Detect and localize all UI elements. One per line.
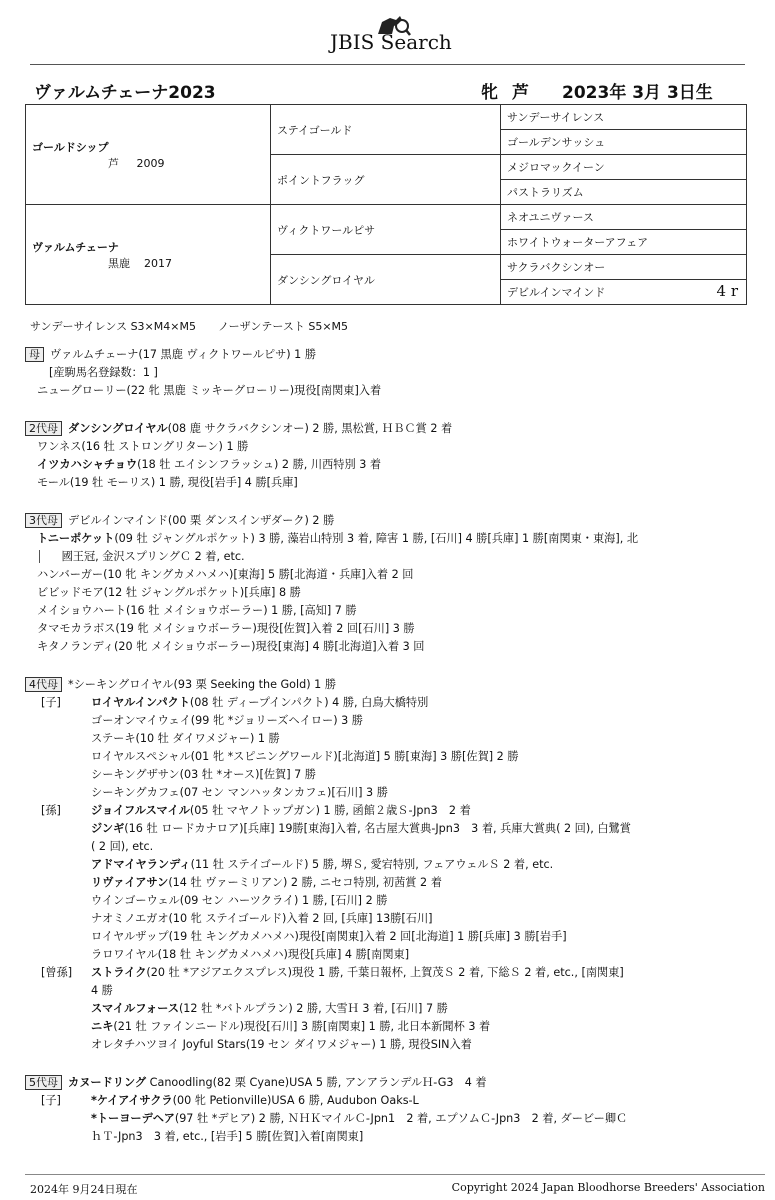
list-item: [25, 802, 765, 820]
offspring-text: ウインゴーウェル(09 セン ハーツクライ) 1 勝, [石川] 2 勝: [91, 894, 388, 907]
section-tag: 4代母: [25, 677, 62, 692]
list-item: [25, 820, 765, 838]
offspring-text: シーキングカフェ(07 セン マンハッタンカフェ)[石川] 3 勝: [91, 786, 388, 799]
list-item: [25, 530, 765, 548]
g2-name: ダンシングロイヤル: [68, 422, 168, 435]
dam-line: ニューグローリー(22 牝 黒鹿 ミッキーグローリー)現役[南関東]入着: [37, 384, 382, 397]
list-item: メイショウハート(16 牡 メイショウボーラー) 1 勝, [高知] 7 勝: [37, 604, 357, 617]
g2-record: (08 鹿 サクラバクシンオー) 2 勝, 黒松賞, ＨＢＣ賞 2 着: [167, 422, 453, 435]
offspring-text: (09 牡 ジャングルポケット) 3 勝, 藻岩山特別 3 着, 障害 1 勝, [石川] 4 勝[兵庫] 1 勝[南関東・東海], 北: [114, 532, 639, 545]
g4-head: [25, 676, 765, 694]
list-item: [25, 838, 765, 856]
list-item: [25, 438, 765, 456]
pedigree-g2-cell[interactable]: ダンシングロイヤル: [271, 255, 501, 305]
sire-color: 芦: [108, 156, 119, 170]
generation-label: [孫]: [41, 804, 61, 817]
sire-info: [32, 155, 264, 171]
horse-name: ヴァルムチェーナ2023: [34, 83, 216, 103]
list-item: [25, 694, 765, 712]
offspring-text: ステーキ(10 牡 ダイワメジャー) 1 勝: [91, 732, 280, 745]
dam-color: 黒鹿: [108, 256, 130, 270]
pedigree-g2-cell[interactable]: ステイゴールド: [271, 105, 501, 155]
pedigree-dam[interactable]: [26, 205, 271, 305]
inbreeding-info: サンデーサイレンス S3×M4×M5 ノーザンテースト S5×M5: [30, 320, 349, 333]
header-divider: [30, 64, 745, 65]
pedigree-g3-cell[interactable]: ホワイトウォーターアフェア: [501, 230, 747, 255]
list-item: [25, 766, 765, 784]
offspring-name: ストライク: [91, 966, 147, 979]
offspring-name: スマイルフォース: [91, 1002, 179, 1015]
list-item: [25, 456, 765, 474]
g3-head: [25, 512, 765, 530]
pedigree-g3-cell[interactable]: サンデーサイレンス: [501, 105, 747, 130]
offspring-text: (21 牡 ファインニードル)現役[石川] 3 勝[南関東] 1 勝, 北日本新聞杯 3 着: [113, 1020, 491, 1033]
generation-label: [曾孫]: [41, 966, 73, 979]
list-item: ビビッドモア(12 牡 ジャングルポケット)[兵庫] 8 勝: [37, 586, 301, 599]
offspring-name: ロイヤルインパクト: [91, 696, 190, 709]
offspring-text: シーキングザサン(03 牡 *オース)[佐賀] 7 勝: [91, 768, 316, 781]
g5-list: [25, 1092, 765, 1146]
list-item: [25, 474, 765, 492]
horse-birthdate: 2023年 3月 3日生: [562, 83, 713, 103]
family-section: [25, 346, 765, 1146]
offspring-text: ロイヤルスペシャル(01 牝 *スピニングワールド)[北海道] 5 勝[東海] 3 勝[佐賀] 2 勝: [91, 750, 519, 763]
generation-label: [子]: [41, 1094, 61, 1107]
offspring-text: (97 牡 *デヒア) 2 勝, ＮＨＫマイルＣ-Jpn1 2 着, エプソムＣ-Jpn3 2 着, ダービー卿Ｃ: [174, 1112, 628, 1125]
pedigree-g3-cell[interactable]: パストラリズム: [501, 180, 747, 205]
list-item: [25, 892, 765, 910]
g2-head: [25, 420, 765, 438]
list-item: [25, 1000, 765, 1018]
dam-name: ヴァルムチェーナ: [32, 240, 119, 254]
offspring-name: *ケイアイサクラ: [91, 1094, 173, 1107]
list-item: [25, 548, 765, 566]
offspring-name: イツカハシャチョウ: [37, 458, 138, 471]
g4-list: [25, 694, 765, 1054]
pedigree-g3-cell[interactable]: [501, 280, 747, 305]
offspring-text: (00 牝 Petionville)USA 6 勝, Audubon Oaks-L: [172, 1094, 419, 1107]
list-item: [25, 964, 765, 982]
offspring-text: (12 牡 *バトルプラン) 2 勝, 大雪Ｈ 3 着, [石川] 7 勝: [178, 1002, 448, 1015]
offspring-text: ワンネス(16 牡 ストロングリターン) 1 勝: [37, 440, 249, 453]
list-item: [25, 712, 765, 730]
list-item: [25, 1018, 765, 1036]
footer-copyright: Copyright 2024 Japan Bloodhorse Breeders' Association: [451, 1181, 765, 1194]
offspring-text: オレタチハツヨイ Joyful Stars(19 セン ダイワメジャー) 1 勝, 現役SIN入着: [91, 1038, 472, 1051]
list-item: [25, 910, 765, 928]
logo-text: JBIS Search: [330, 30, 452, 54]
dam-head: [25, 346, 765, 364]
footer-divider: [25, 1174, 765, 1175]
list-item: [25, 946, 765, 964]
offspring-text: (16 牡 ロードカナロア)[兵庫] 19勝[東海]入着, 名古屋大賞典-Jpn3 3 着, 兵庫大賞典( 2 回), 白鷺賞: [124, 822, 631, 835]
section-tag: 5代母: [25, 1075, 62, 1090]
offspring-text: (11 牡 ステイゴールド) 5 勝, 堺Ｓ, 愛宕特別, フェアウェルＳ 2 着, etc.: [190, 858, 554, 871]
g4-record: *シーキングロイヤル(93 栗 Seeking the Gold) 1 勝: [68, 678, 337, 691]
offspring-name: アドマイヤランディ: [91, 858, 191, 871]
offspring-text: (05 牡 マヤノトップガン) 1 勝, 函館２歳Ｓ-Jpn3 2 着: [189, 804, 471, 817]
pedigree-g2-cell[interactable]: ポイントフラッグ: [271, 155, 501, 205]
offspring-name: ジョイフルスマイル: [91, 804, 190, 817]
list-item: ハンバーガー(10 牝 キングカメハメハ)[東海] 5 勝[北海道・兵庫]入着 2 回: [37, 568, 414, 581]
family-number: 4 r: [716, 282, 738, 300]
pedigree-table: [25, 104, 747, 305]
list-item: [25, 784, 765, 802]
sire-name: ゴールドシップ: [32, 140, 109, 154]
continuation-bar: [39, 550, 44, 563]
offspring-name: リヴァイアサン: [91, 876, 169, 889]
offspring-text: ロイヤルザップ(19 牡 キングカメハメハ)現役[南関東]入着 2 回[北海道] 1 勝[兵庫] 3 勝[岩手]: [91, 930, 567, 943]
offspring-name: *トーヨーデヘア: [91, 1112, 175, 1125]
offspring-text: (08 牡 ディープインパクト) 4 勝, 白鳥大橋特別: [189, 696, 429, 709]
horse-title-row: [34, 78, 754, 103]
offspring-text: ゴーオンマイウェイ(99 牝 *ジョリーズヘイロー) 3 勝: [91, 714, 363, 727]
pedigree-g3-cell[interactable]: ネオユニヴァース: [501, 205, 747, 230]
section-tag: 母: [25, 347, 44, 362]
list-item: [25, 928, 765, 946]
pedigree-sire[interactable]: [26, 105, 271, 205]
dam-line: [産駒馬名登録数：1 ]: [49, 366, 158, 379]
list-item: タマモカラボス(19 牝 メイショウボーラー)現役[佐賀]入着 2 回[石川] 3 勝: [37, 622, 415, 635]
list-item: [25, 748, 765, 766]
offspring-text: 國王冠, 金沢スプリングＣ 2 着, etc.: [61, 550, 245, 563]
offspring-text: ナオミノエガオ(10 牝 ステイゴールド)入着 2 回, [兵庫] 13勝[石川]: [91, 912, 433, 925]
horse-color: 芦: [512, 83, 529, 103]
horse-sex: 牝: [481, 83, 498, 103]
list-item: [25, 1036, 765, 1054]
g5-head: [25, 1074, 765, 1092]
offspring-text: モール(19 牡 モーリス) 1 勝, 現役[岩手] 4 勝[兵庫]: [37, 476, 298, 489]
list-item: [25, 1128, 765, 1146]
offspring-text: ラロワイヤル(18 牡 キングカメハメハ)現役[兵庫] 4 勝[南関東]: [91, 948, 410, 961]
offspring-text: 4 勝: [91, 984, 113, 997]
section-tag: 3代母: [25, 513, 62, 528]
list-item: [25, 1092, 765, 1110]
offspring-text: (20 牡 *アジアエクスプレス)現役 1 勝, 千葉日報杯, 上賀茂Ｓ 2 着, 下総Ｓ 2 着, etc., [南関東]: [146, 966, 624, 979]
pedigree-g2-cell[interactable]: ヴィクトワールピサ: [271, 205, 501, 255]
g5-name: カヌードリング: [68, 1076, 147, 1089]
offspring-text: ( 2 回), etc.: [91, 840, 154, 853]
pedigree-g3-cell[interactable]: ゴールデンサッシュ: [501, 130, 747, 155]
offspring-name: トニーポケット: [37, 532, 115, 545]
list-item: [25, 856, 765, 874]
g5-record: Canoodling(82 栗 Cyane)USA 5 勝, アンアランデルＨ-G3 4 着: [146, 1076, 487, 1089]
g3-record: デビルインマインド(00 栗 ダンスインザダーク) 2 勝: [68, 514, 335, 527]
dam-year: 2017: [144, 256, 172, 270]
offspring-name: ニキ: [91, 1020, 114, 1033]
pedigree-g3-name: デビルインマインド: [507, 286, 606, 299]
sire-year: 2009: [136, 156, 165, 170]
pedigree-g3-cell[interactable]: サクラバクシンオー: [501, 255, 747, 280]
generation-label: [子]: [41, 696, 61, 709]
offspring-text: (14 牡 ヴァーミリアン) 2 勝, ニセコ特別, 初茜賞 2 着: [168, 876, 442, 889]
list-item: [25, 982, 765, 1000]
list-item: [25, 730, 765, 748]
jbis-logo[interactable]: [330, 14, 460, 54]
offspring-text: (18 牡 エイシンフラッシュ) 2 勝, 川西特別 3 着: [137, 458, 382, 471]
pedigree-g3-cell[interactable]: メジロマックイーン: [501, 155, 747, 180]
list-item: キタノランディ(20 牝 メイショウボーラー)現役[東海] 4 勝[北海道]入着 3 回: [37, 640, 425, 653]
dam-info: [32, 255, 264, 271]
offspring-name: ジンギ: [91, 822, 125, 835]
dam-line: ヴァルムチェーナ(17 黒鹿 ヴィクトワールピサ) 1 勝: [50, 348, 317, 361]
footer-date: 2024年 9月24日現在: [30, 1183, 138, 1196]
offspring-text: ｈＴ-Jpn3 3 着, etc., [岩手] 5 勝[佐賀]入着[南関東]: [91, 1130, 364, 1143]
list-item: [25, 874, 765, 892]
list-item: [25, 1110, 765, 1128]
section-tag: 2代母: [25, 421, 62, 436]
